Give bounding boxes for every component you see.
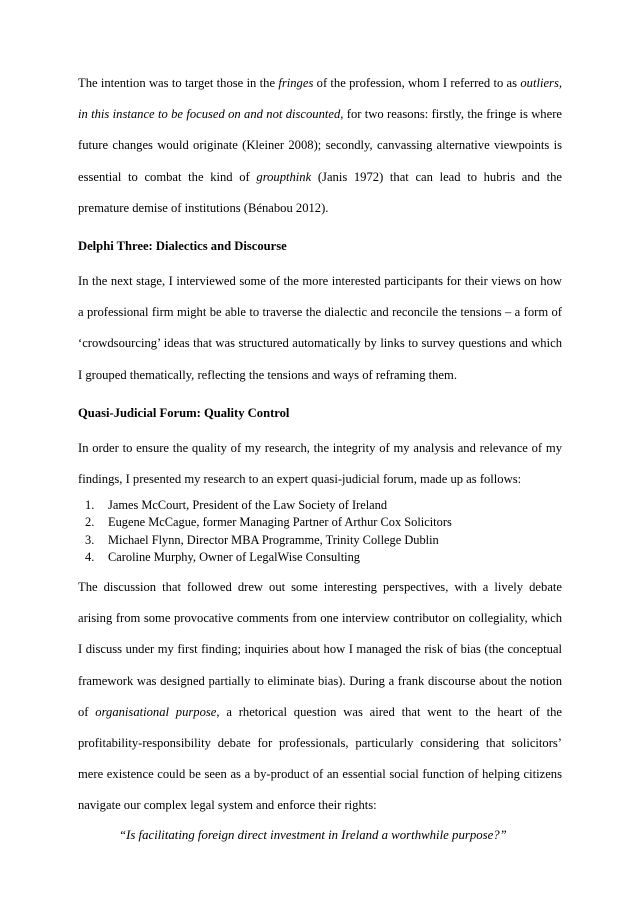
- text-run-italic: fringes: [278, 76, 314, 90]
- list-number: 4.: [85, 549, 95, 564]
- list-number: 1.: [85, 498, 95, 513]
- text-run-italic: organisational purpose: [95, 704, 217, 719]
- text-run-italic: outliers, in this instance to be focused on and not discounted,: [78, 76, 562, 122]
- paragraph-quality: In order to ensure the quality of my research, the integrity of my analysis and relevance of my findings, I presented my research to an expert quasi-judicial forum, made up as follows:: [78, 440, 562, 487]
- text-run: The discussion that followed drew out some interesting perspectives, with a lively debate arising from some provocative comments from one interview contributor on collegiality, which I discuss under my first finding; inquiries about how I managed the risk of bias (the conceptual framework was designed partially to eliminate bias). During a frank discourse about the notion of: [78, 580, 562, 719]
- text-run-italic: groupthink: [256, 169, 312, 184]
- text-run: The intention was to target those in the: [78, 76, 279, 90]
- document-page: [78, 68, 562, 845]
- paragraph-discussion: [78, 572, 562, 822]
- list-item: [78, 532, 562, 549]
- text-run: (Janis 1972) that can lead to hubris and the premature demise of institutions (Bénabou 2012).: [78, 169, 562, 215]
- text-run: , a rhetorical question was aired that went to the heart of the profitability-responsibility debate for professionals, particularly considering that solicitors’ mere existence could be seen as a by-product of an essential social function of helping citizens navigate our complex legal system and enforce their rights:: [78, 704, 563, 813]
- text-run: of the profession, whom I referred to as: [313, 76, 521, 90]
- block-quote: “Is facilitating foreign direct investment in Ireland a worthwhile purpose?”: [119, 827, 507, 842]
- section-heading-quasi-judicial: Quasi-Judicial Forum: Quality Control: [78, 405, 290, 420]
- section-heading-delphi-three: Delphi Three: Dialectics and Discourse: [78, 239, 287, 254]
- paragraph-intention: [78, 68, 562, 224]
- text-run: for two reasons: firstly, the fringe is where future changes would originate (Kleiner 2008); secondly, canvassing alternative viewpoints is essential to combat the kind of: [78, 107, 562, 184]
- paragraph-next-stage: In the next stage, I interviewed some of the more interested participants for their views on how a professional firm might be able to traverse the dialectic and reconcile the tensions – a form of ‘crowdsourcing’ ideas that was structured automatically by links to survey questions and which I grouped thematically, reflecting the tensions and ways of reframing them.: [78, 274, 562, 382]
- forum-member-list: [78, 497, 562, 566]
- list-text: Michael Flynn, Director MBA Programme, Trinity College Dublin: [108, 532, 439, 547]
- list-text: James McCourt, President of the Law Society of Ireland: [108, 498, 388, 513]
- list-item: [78, 549, 562, 566]
- list-item: [78, 497, 562, 514]
- list-number: 3.: [85, 532, 95, 547]
- list-number: 2.: [85, 515, 95, 530]
- list-item: [78, 514, 562, 531]
- list-text: Eugene McCague, former Managing Partner of Arthur Cox Solicitors: [108, 515, 452, 530]
- list-text: Caroline Murphy, Owner of LegalWise Consulting: [108, 549, 360, 564]
